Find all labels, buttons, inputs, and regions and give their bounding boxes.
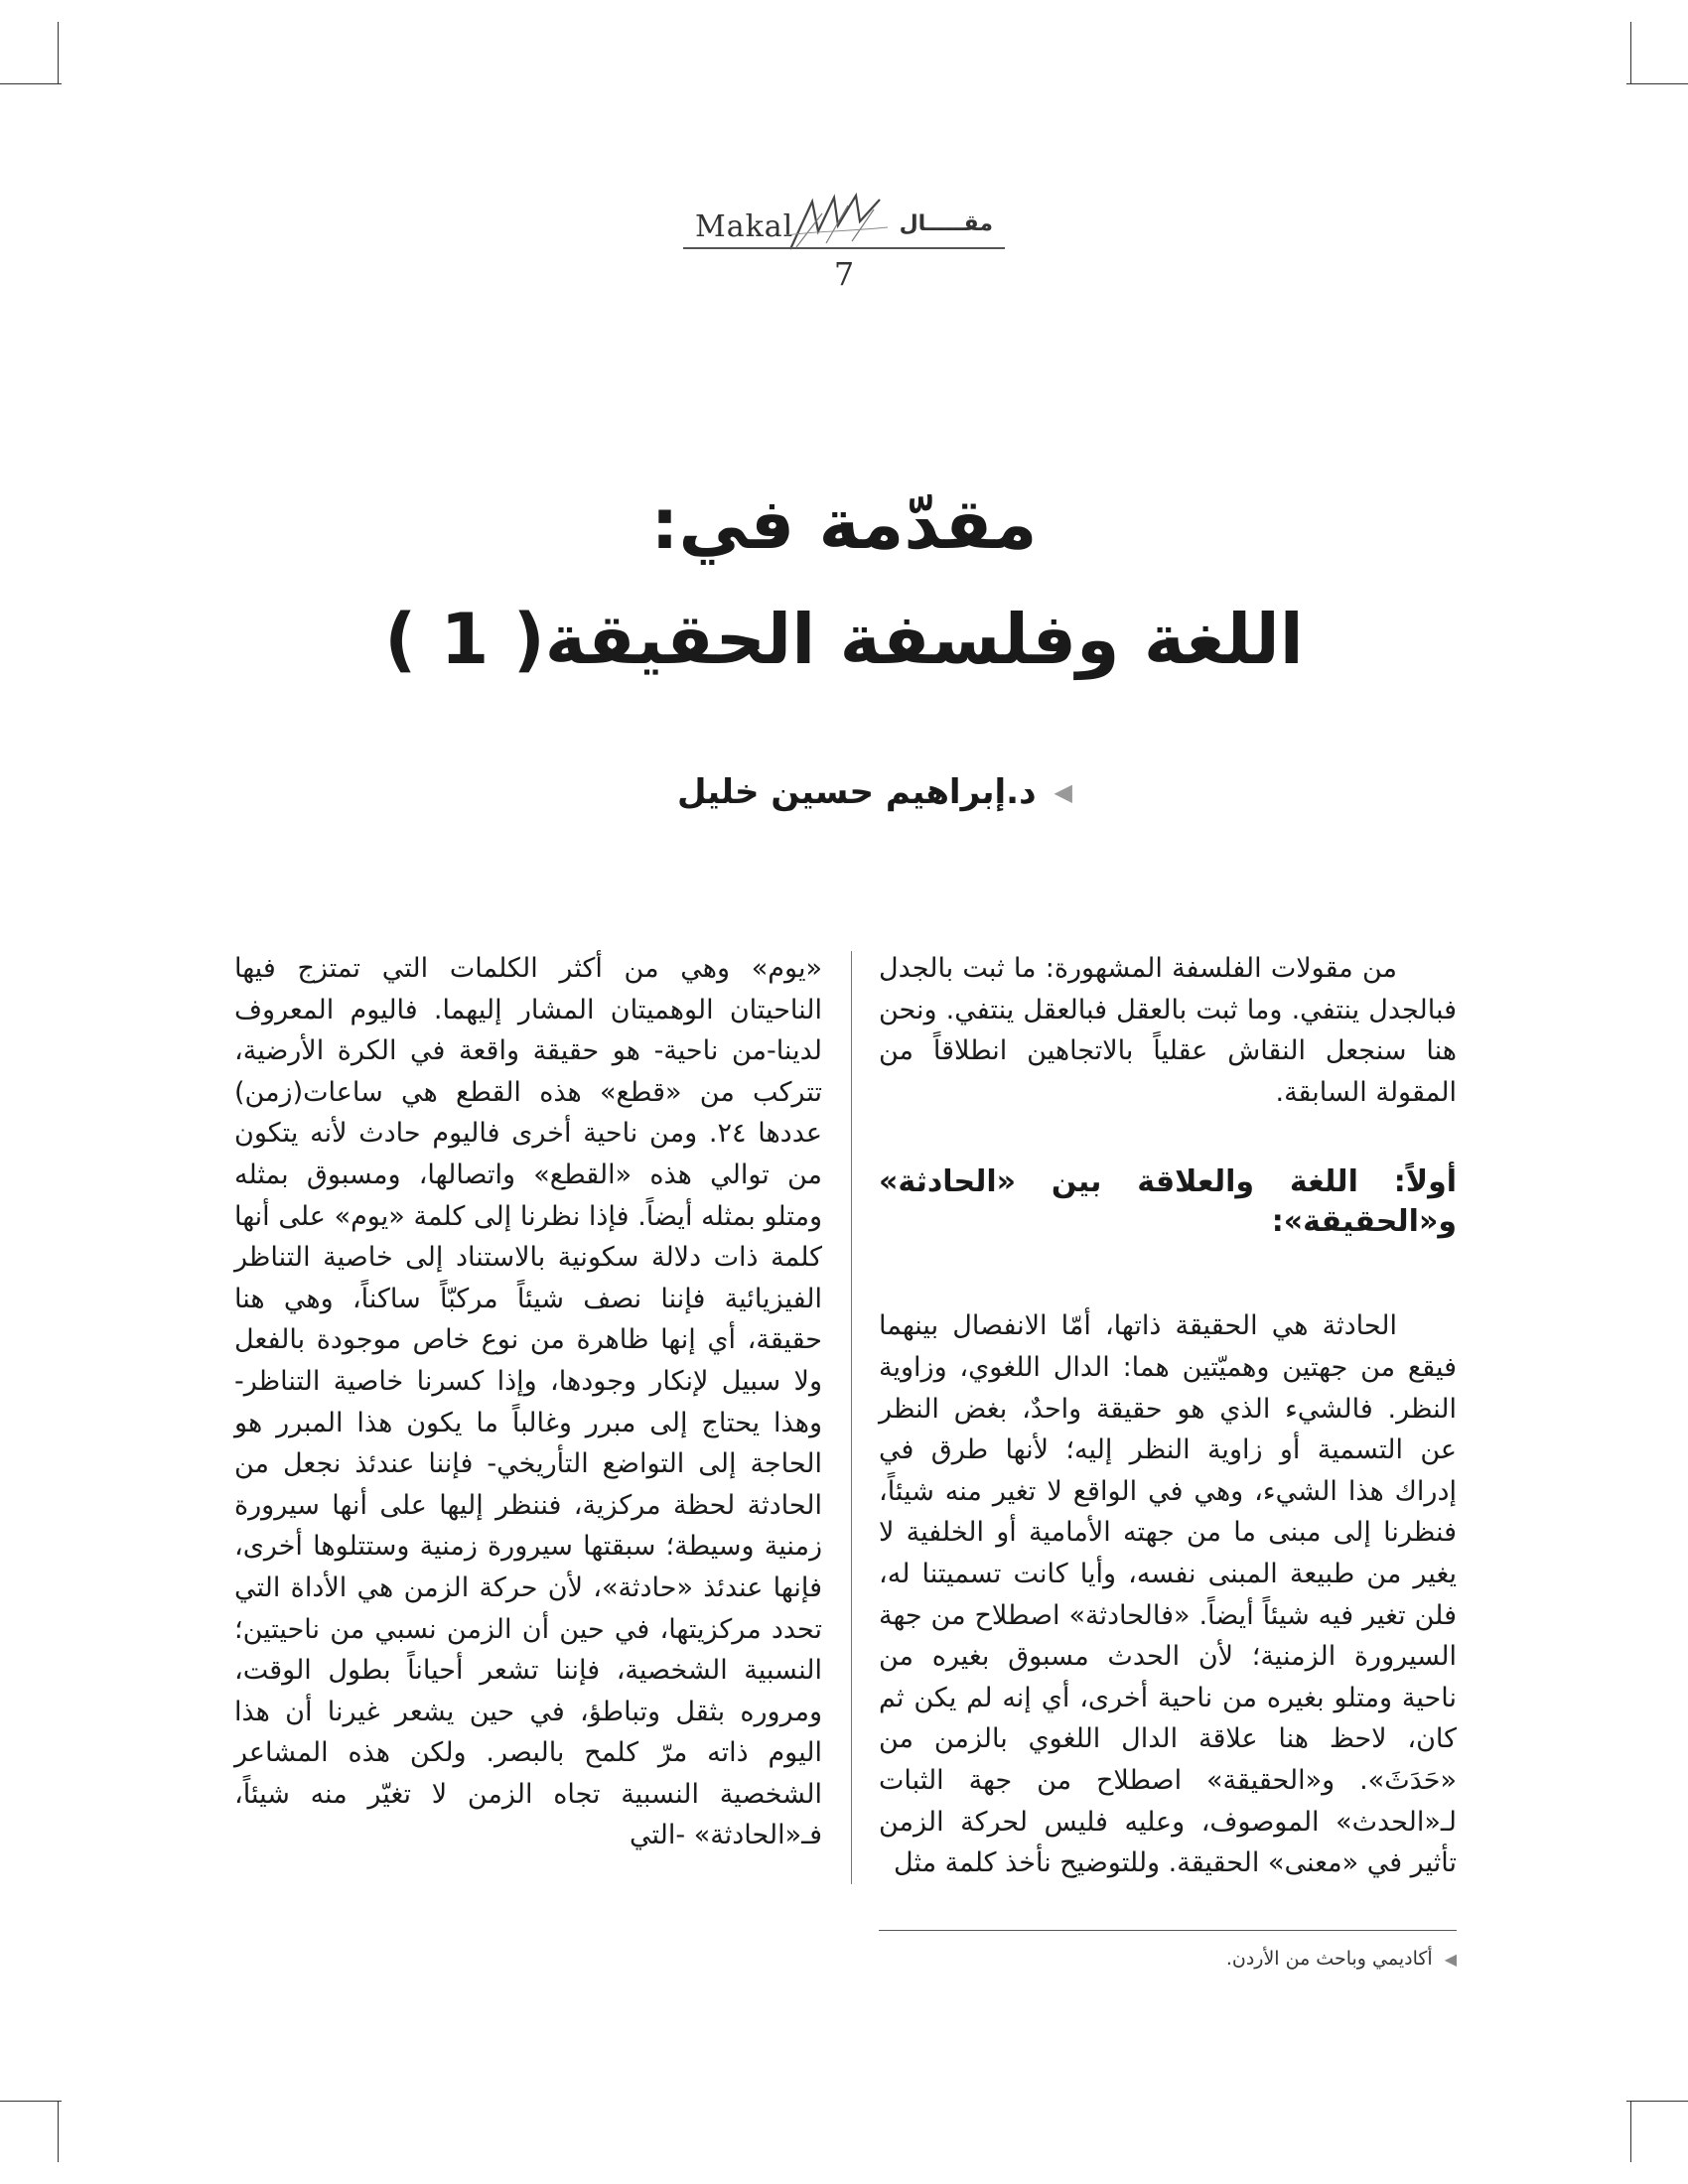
intro-paragraph: من مقولات الفلسفة المشهورة: ما ثبت بالجدل فبالجدل ينتفي. وما ثبت بالعقل فبالعقل ينتفي. ونحن هنا سنجعل النقاش عقلياً بالاتجاهين انطلاقاً من المقولة السابقة. (879, 953, 1457, 1108)
author-name: د.إبراهيم حسين خليل (676, 772, 1037, 812)
crop-mark-top-left-v (58, 22, 59, 83)
column-divider (851, 951, 852, 1884)
right-column (879, 948, 1457, 1884)
crop-mark-top-left-h (0, 83, 62, 84)
article-title-line-2: اللغة وفلسفة الحقيقة( 1 ) (384, 599, 1304, 680)
crop-mark-bottom-right-v (1630, 2101, 1631, 2162)
triangle-left-icon: ◀ (1444, 1949, 1457, 1969)
footnote-rule (879, 1930, 1457, 1931)
body-paragraph-right: الحادثة هي الحقيقة ذاتها، أمّا الانفصال بينهما فيقع من جهتين وهميّتين هما: الدال اللغوي، وزاوية النظر. فالشيء الذي هو حقيقة واحدٌ، بغض النظر عن التسمية أو زاوية النظر إليه؛ لأنها طرق في إدراك هذا الشيء، وهي في الواقع لا تغير منه شيئاً، فنظرنا إلى مبنى ما من جهته الأمامية أو الخلفية لا يغير من طبيعة المبنى نفسه، وأيا كانت تسميتنا له، فلن تغير فيه شيئاً أيضاً. «فالحادثة» اصطلاح من جهة السيرورة الزمنية؛ لأن الحدث مسبوق بغيره من ناحية ومتلو بغيره من ناحية أخرى، أي إنه لم يكن ثم كان، لاحظ هنا علاقة الدال اللغوي بالزمن من «حَدَثَ». و«الحقيقة» اصطلاح من جهة الثبات لـ«الحدث» الموصوف، وعليه فليس لحركة الزمن تأثير في «معنى» الحقيقة. وللتوضيح نأخذ كلمة مثل (879, 1310, 1457, 1879)
header-latin-title: Makal (695, 209, 794, 244)
page-header (683, 204, 1005, 293)
header-arabic-title: مقـــــال (899, 211, 993, 236)
section-heading: أولاً: اللغة والعلاقة بين «الحادثة» و«الحقيقة»: (879, 1164, 1457, 1240)
crop-mark-top-right-h (1626, 83, 1688, 84)
triangle-left-icon: ◀ (1054, 778, 1072, 806)
crop-mark-bottom-right-h (1626, 2101, 1688, 2102)
magazine-logo-icon (782, 192, 892, 253)
crop-mark-bottom-left-h (0, 2101, 62, 2102)
body-paragraph-left: «يوم» وهي من أكثر الكلمات التي تمتزج فيها الناحيتان الوهميتان المشار إليهما. فاليوم المعروف لدينا-من ناحية- هو حقيقة واقعة في الكرة الأرضية، تتركب من «قطع» هذه القطع هي ساعات(زمن) عددها ٢٤. ومن ناحية أخرى فاليوم حادث لأنه يتكون من توالي هذه «القطع» واتصالها، ومسبوق بمثله ومتلو بمثله أيضاً. فإذا نظرنا إلى كلمة «يوم» على أنها كلمة ذات دلالة سكونية بالاستناد إلى خاصية التناظر الفيزيائية فإننا نصف شيئاً مركبّاً ساكناً، وهي هنا حقيقة، أي إنها ظاهرة من نوع خاص موجودة بالفعل ولا سبيل لإنكار وجودها، وإذا كسرنا خاصية التناظر-وهذا يحتاج إلى مبرر وغالباً ما يكون هذا المبرر هو الحاجة إلى التواضع التأريخي- فإننا عندئذ نجعل من الحادثة لحظة مركزية، فننظر إليها على أنها سيرورة زمنية وسيطة؛ سبقتها سيرورة زمنية وستتلوها أخرى، فإنها عندئذ «حادثة»، لأن حركة الزمن هي الأداة التي تحدد مركزيتها، في حين أن الزمن نسبي من ناحيتين؛ النسبية الشخصية، فإننا تشعر أحياناً بطول الوقت، ومروره بثقل وتباطؤ، في حين يشعر غيرنا أن هذا اليوم ذاته مرّ كلمح بالبصر. ولكن هذه المشاعر الشخصية النسبية تجاه الزمن لا تغيّر منه شيئاً، فـ«الحادثة» -التي (234, 953, 822, 1851)
crop-mark-bottom-left-v (58, 2101, 59, 2162)
left-column (234, 948, 822, 1856)
footnote-text: أكاديمي وباحث من الأردن. (1225, 1948, 1433, 1970)
article-title-line-1: مقدّمة في: (650, 483, 1038, 565)
article-title (298, 467, 1390, 697)
header-rule (683, 247, 1005, 249)
crop-mark-top-right-v (1630, 22, 1631, 83)
footnote (879, 1948, 1457, 1970)
page-number: 7 (833, 255, 855, 293)
author-byline (677, 772, 1072, 812)
